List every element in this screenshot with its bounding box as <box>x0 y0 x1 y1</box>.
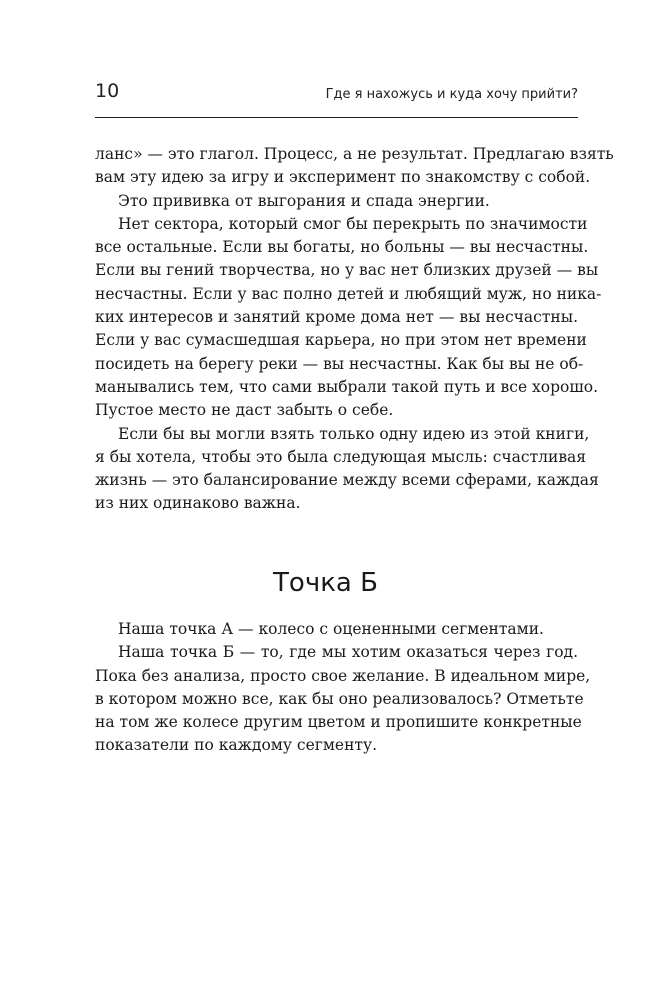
page-header <box>95 80 578 110</box>
section-title: Точка Б <box>273 568 378 598</box>
header-rule <box>95 117 578 118</box>
text-line: вам эту идею за игру и эксперимент по знакомству с собой. <box>95 168 591 187</box>
text-line: я бы хотела, чтобы это была следующая мысль: счастливая <box>95 447 587 466</box>
text-line: Если вы гений творчества, но у вас нет близких друзей — вы <box>95 261 599 280</box>
text-line: ких интересов и занятий кроме дома нет — вы несчастны. <box>95 308 578 327</box>
text-line: Это прививка от выгорания и спада энергии. <box>118 191 490 210</box>
text-line: манывались тем, что сами выбрали такой путь и все хорошо. <box>95 377 599 396</box>
text-line: Наша точка Б — то, где мы хотим оказаться через год. <box>118 643 578 662</box>
page-number: 10 <box>95 80 120 102</box>
text-line: Если у вас сумасшедшая карьера, но при этом нет времени <box>95 331 587 350</box>
text-line: Если бы вы могли взять только одну идею из этой книги, <box>118 424 590 443</box>
text-line: на том же колесе другим цветом и пропишите конкретные <box>95 713 582 732</box>
text-line: Нет сектора, который смог бы перекрыть по значимости <box>118 214 588 233</box>
text-line: Наша точка А — колесо с оцененными сегментами. <box>118 620 544 638</box>
body-text-bottom <box>95 618 591 758</box>
text-line: несчастны. Если у вас полно детей и любящий муж, но ника- <box>95 284 602 303</box>
body-text-top <box>95 143 614 516</box>
text-line: все остальные. Если вы богаты, но больны — вы несчастны. <box>95 238 589 257</box>
running-head: Где я нахожусь и куда хочу прийти? <box>325 87 578 102</box>
text-line: показатели по каждому сегменту. <box>95 736 378 755</box>
text-line: ланс» — это глагол. Процесс, а не результат. Предлагаю взять <box>95 145 614 163</box>
text-line: в котором можно все, как бы оно реализовалось? Отметьте <box>95 689 584 708</box>
text-line: жизнь — это балансирование между всеми сферами, каждая <box>95 471 599 490</box>
text-line: Пока без анализа, просто свое желание. В идеальном мире, <box>95 666 591 685</box>
text-line: посидеть на берегу реки — вы несчастны. Как бы вы не об- <box>95 354 584 373</box>
text-line: Пустое место не даст забыть о себе. <box>95 401 394 420</box>
text-line: из них одинаково важна. <box>95 494 301 513</box>
